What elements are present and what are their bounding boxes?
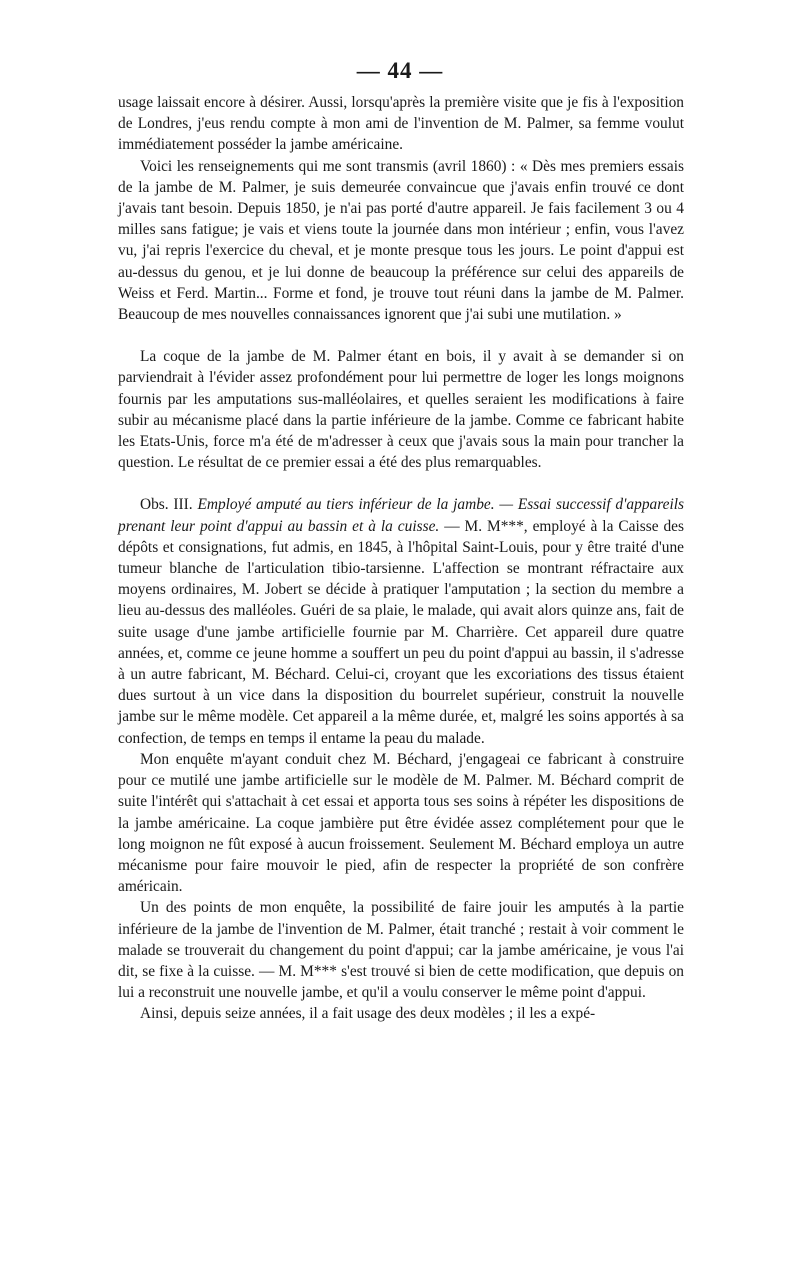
paragraph-observation [118, 494, 684, 748]
observation-label: Obs. III. [140, 496, 193, 514]
observation-title: Employé amputé au tiers inférieur de la jambe. — Essai successif d'appareils prenant leur point d'appui au bassin et à la cuisse. [118, 496, 684, 535]
paragraph-quote: Voici les renseignements qui me sont transmis (avril 1860) : « Dès mes premiers essais de la jambe de M. Palmer, je suis demeurée convaincue que j'avais enfin trouvé ce dont j'avais tant besoin. Depuis 1850, je n'ai pas porté d'autre appareil. Je fais facilement 3 ou 4 milles sans fatigue; je vais et viens toute la journée dans mon intérieur ; enfin, vous l'avez vu, j'ai repris l'exercice du cheval, et je monte presque tous les jours. Le point d'appui est au-dessus du genou, et je lui donne de beaucoup la préférence sur celui des appareils de Weiss et Ferd. Martin... Forme et fond, je trouve tout réuni dans la jambe de M. Palmer. Beaucoup de mes nouvelles connaissances ignorent que j'ai subi une mutilation. » [118, 157, 684, 324]
paragraph-final: Ainsi, depuis seize années, il a fait usage des deux modèles ; il les a expé- [140, 1005, 596, 1023]
paragraph-gap [118, 473, 684, 494]
paragraph-points: Un des points de mon enquête, la possibilité de faire jouir les amputés à la partie inférieure de la jambe de l'invention de M. Palmer, était tranché ; restait à voir comment le malade se trouverait du changement du point d'appui; car la jambe américaine, je vous l'ai dit, se fixe à la cuisse. — M. M*** s'est trouvé si bien de cette modification, que depuis on lui a reconstruit une nouvelle jambe, et qu'il a voulu conserver le même point d'appui. [118, 899, 684, 1002]
body-text [118, 92, 684, 1025]
paragraph-enquete: Mon enquête m'ayant conduit chez M. Béchard, j'engageai ce fabricant à construire pour ce mutilé une jambe artificielle sur le modèle de M. Palmer. M. Béchard comprit de suite l'intérêt qui s'attachait à cet essai et apporta tous ses soins à répéter les dispositions de la jambe américaine. La coque jambière put être évidée assez complétement pour que le long moignon ne fût exposé à aucun froissement. Seulement M. Béchard employa un autre mécanisme pour faire mouvoir le pied, afin de respecter la propriété de son confrère américain. [118, 750, 684, 896]
observation-text: — M. M***, employé à la Caisse des dépôts et consignations, fut admis, en 1845, à l'hôpital Saint-Louis, pour y être traité d'une tumeur blanche de l'articulation tibio-tarsienne. L'affection se montrant réfractaire aux moyens ordinaires, M. Jobert se décide à pratiquer l'amputation ; la section du membre a lieu au-dessus des malléoles. Guéri de sa plaie, le malade, qui avait alors quinze ans, fait de suite usage d'une jambe artificielle fournie par M. Charrière. Cet appareil dure quatre années, et, comme ce jeune homme a souffert un peu du point d'appui au bassin, il s'adresse à un autre fabricant, M. Béchard. Celui-ci, croyant que les excoriations des tissus étaient dues surtout à un vice dans la disposition du bourrelet supérieur, construit la nouvelle jambe sur le même modèle. Cet appareil a la même durée, et, malgré les soins apportés à sa confection, de temps en temps il entame la peau du malade. [118, 517, 685, 747]
paragraph-continuation: usage laissait encore à désirer. Aussi, lorsqu'après la première visite que je fis à l'exposition de Londres, j'eus rendu compte à mon ami de l'invention de M. Palmer, sa femme voulut immédiatement posséder la jambe américaine. [118, 94, 684, 154]
page-number: — 44 — [356, 58, 444, 83]
paragraph-gap [118, 325, 684, 346]
paragraph-coque: La coque de la jambe de M. Palmer étant en bois, il y avait à se demander si on parviendrait à l'évider assez profondément pour lui permettre de loger les longs moignons fournis par les amputations sus-malléolaires, et quelles seraient les modifications à faire subir au mécanisme placé dans la partie inférieure de la jambe. Comme ce fabricant habite les Etats-Unis, force m'a été de m'adresser à ceux que j'avais sous la main pour trancher la question. Le résultat de ce premier essai a été des plus remarquables. [118, 348, 684, 472]
